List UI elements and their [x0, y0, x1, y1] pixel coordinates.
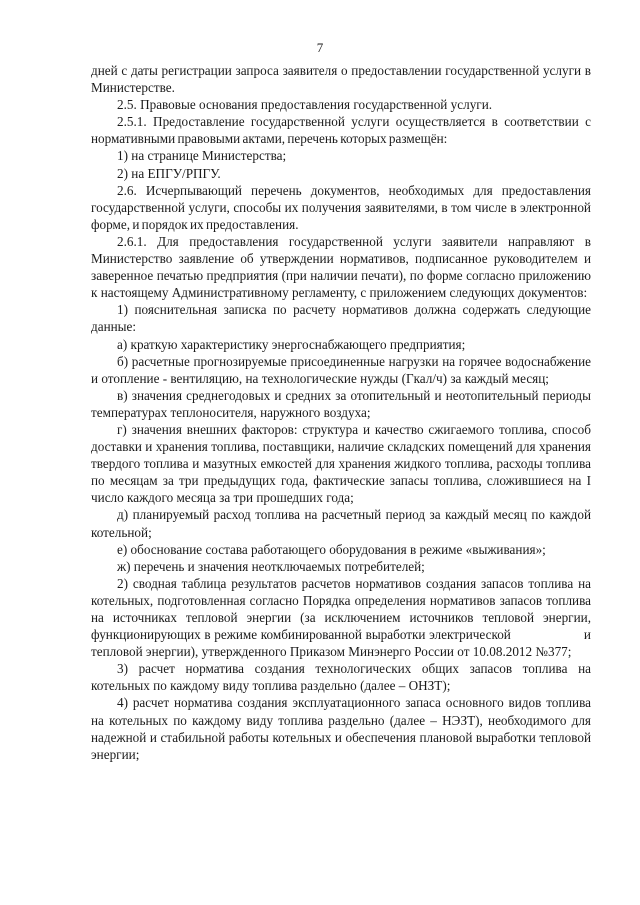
sub-item-b: б) расчетные прогнозируемые присоединенные нагрузки на горячее водоснабжение и отопление - вентиляцию, на технологические нужды (Гкал/ч) за каждый месяц;	[91, 353, 591, 386]
list-item-1: 1) на странице Министерства;	[117, 148, 287, 164]
document-body	[91, 62, 595, 763]
sub-item-d: д) планируемый расход топлива на расчетный период за каждый месяц по каждой котельной;	[91, 507, 591, 540]
sub-item-a: а) краткую характеристику энергоснабжающего предприятия;	[117, 336, 466, 352]
section-2-6-heading: 2.6. Исчерпывающий перечень документов, необходимых для предоставления государственной услуги, способы их получения заявителями, в том числе в электронной форме, и порядок их предоставления.	[91, 182, 591, 232]
document-item-3: 3) расчет норматива создания технологических общих запасов топлива на котельных по каждому виду топлива раздельно (далее – ОНЗТ);	[91, 661, 591, 694]
sub-item-g: г) значения внешних факторов: структура и качество сжигаемого топлива, способ доставки и хранения топлива, поставщики, наличие складских помещений для хранения твердого топлива и мазутных емкостей для хранения жидкого топлива, расходы топлива по месяцам за три предыдущих года, фактические запасы топлива, сложившиеся на I число каждого месяца за три прошедших года;	[91, 421, 591, 506]
document-item-2: 2) сводная таблица результатов расчетов нормативов создания запасов топлива на котельных, подготовленная согласно Порядка определения нормативов запасов топлива на источниках тепловой энергии (за исключением источников тепловой энергии, функционирующих в режиме комбинированной выработки электрической и тепловой энергии), утвержденного Приказом Минэнерго России от 10.08.2012 №377;	[91, 575, 595, 660]
document-item-1: 1) пояснительная записка по расчету нормативов должна содержать следующие данные:	[91, 302, 591, 335]
sub-item-e: е) обоснование состава работающего оборудования в режиме «выживания»;	[117, 541, 546, 557]
paragraph-continuation: дней с даты регистрации запроса заявителя о предоставлении государственной услуги в Министерстве.	[91, 63, 591, 96]
sub-item-zh: ж) перечень и значения неотключаемых потребителей;	[117, 558, 425, 574]
list-item-2: 2) на ЕПГУ/РПГУ.	[117, 165, 221, 181]
page-number: 7	[316, 40, 324, 55]
section-2-5-1: 2.5.1. Предоставление государственной услуги осуществляется в соответствии с нормативными правовыми актами, перечень которых размещён:	[91, 114, 591, 147]
sub-item-v: в) значения среднегодовых и средних за отопительный и неотопительный периоды температурах теплоносителя, наружного воздуха;	[91, 387, 591, 420]
document-item-4: 4) расчет норматива создания эксплуатационного запаса основного видов топлива на котельных по каждому виду топлива раздельно (далее – НЭЗТ), необходимого для надежной и стабильной работы котельных и обеспечения плановой выработки тепловой энергии;	[91, 695, 591, 762]
section-2-6-1: 2.6.1. Для предоставления государственной услуги заявители направляют в Министерство заявление об утверждении нормативов, подписанное руководителем и заверенное печатью предприятия (при наличии печати), по форме согласно приложению к настоящему Административному регламенту, с приложением следующих документов:	[91, 233, 591, 301]
section-2-5-heading: 2.5. Правовые основания предоставления государственной услуги.	[117, 97, 493, 113]
